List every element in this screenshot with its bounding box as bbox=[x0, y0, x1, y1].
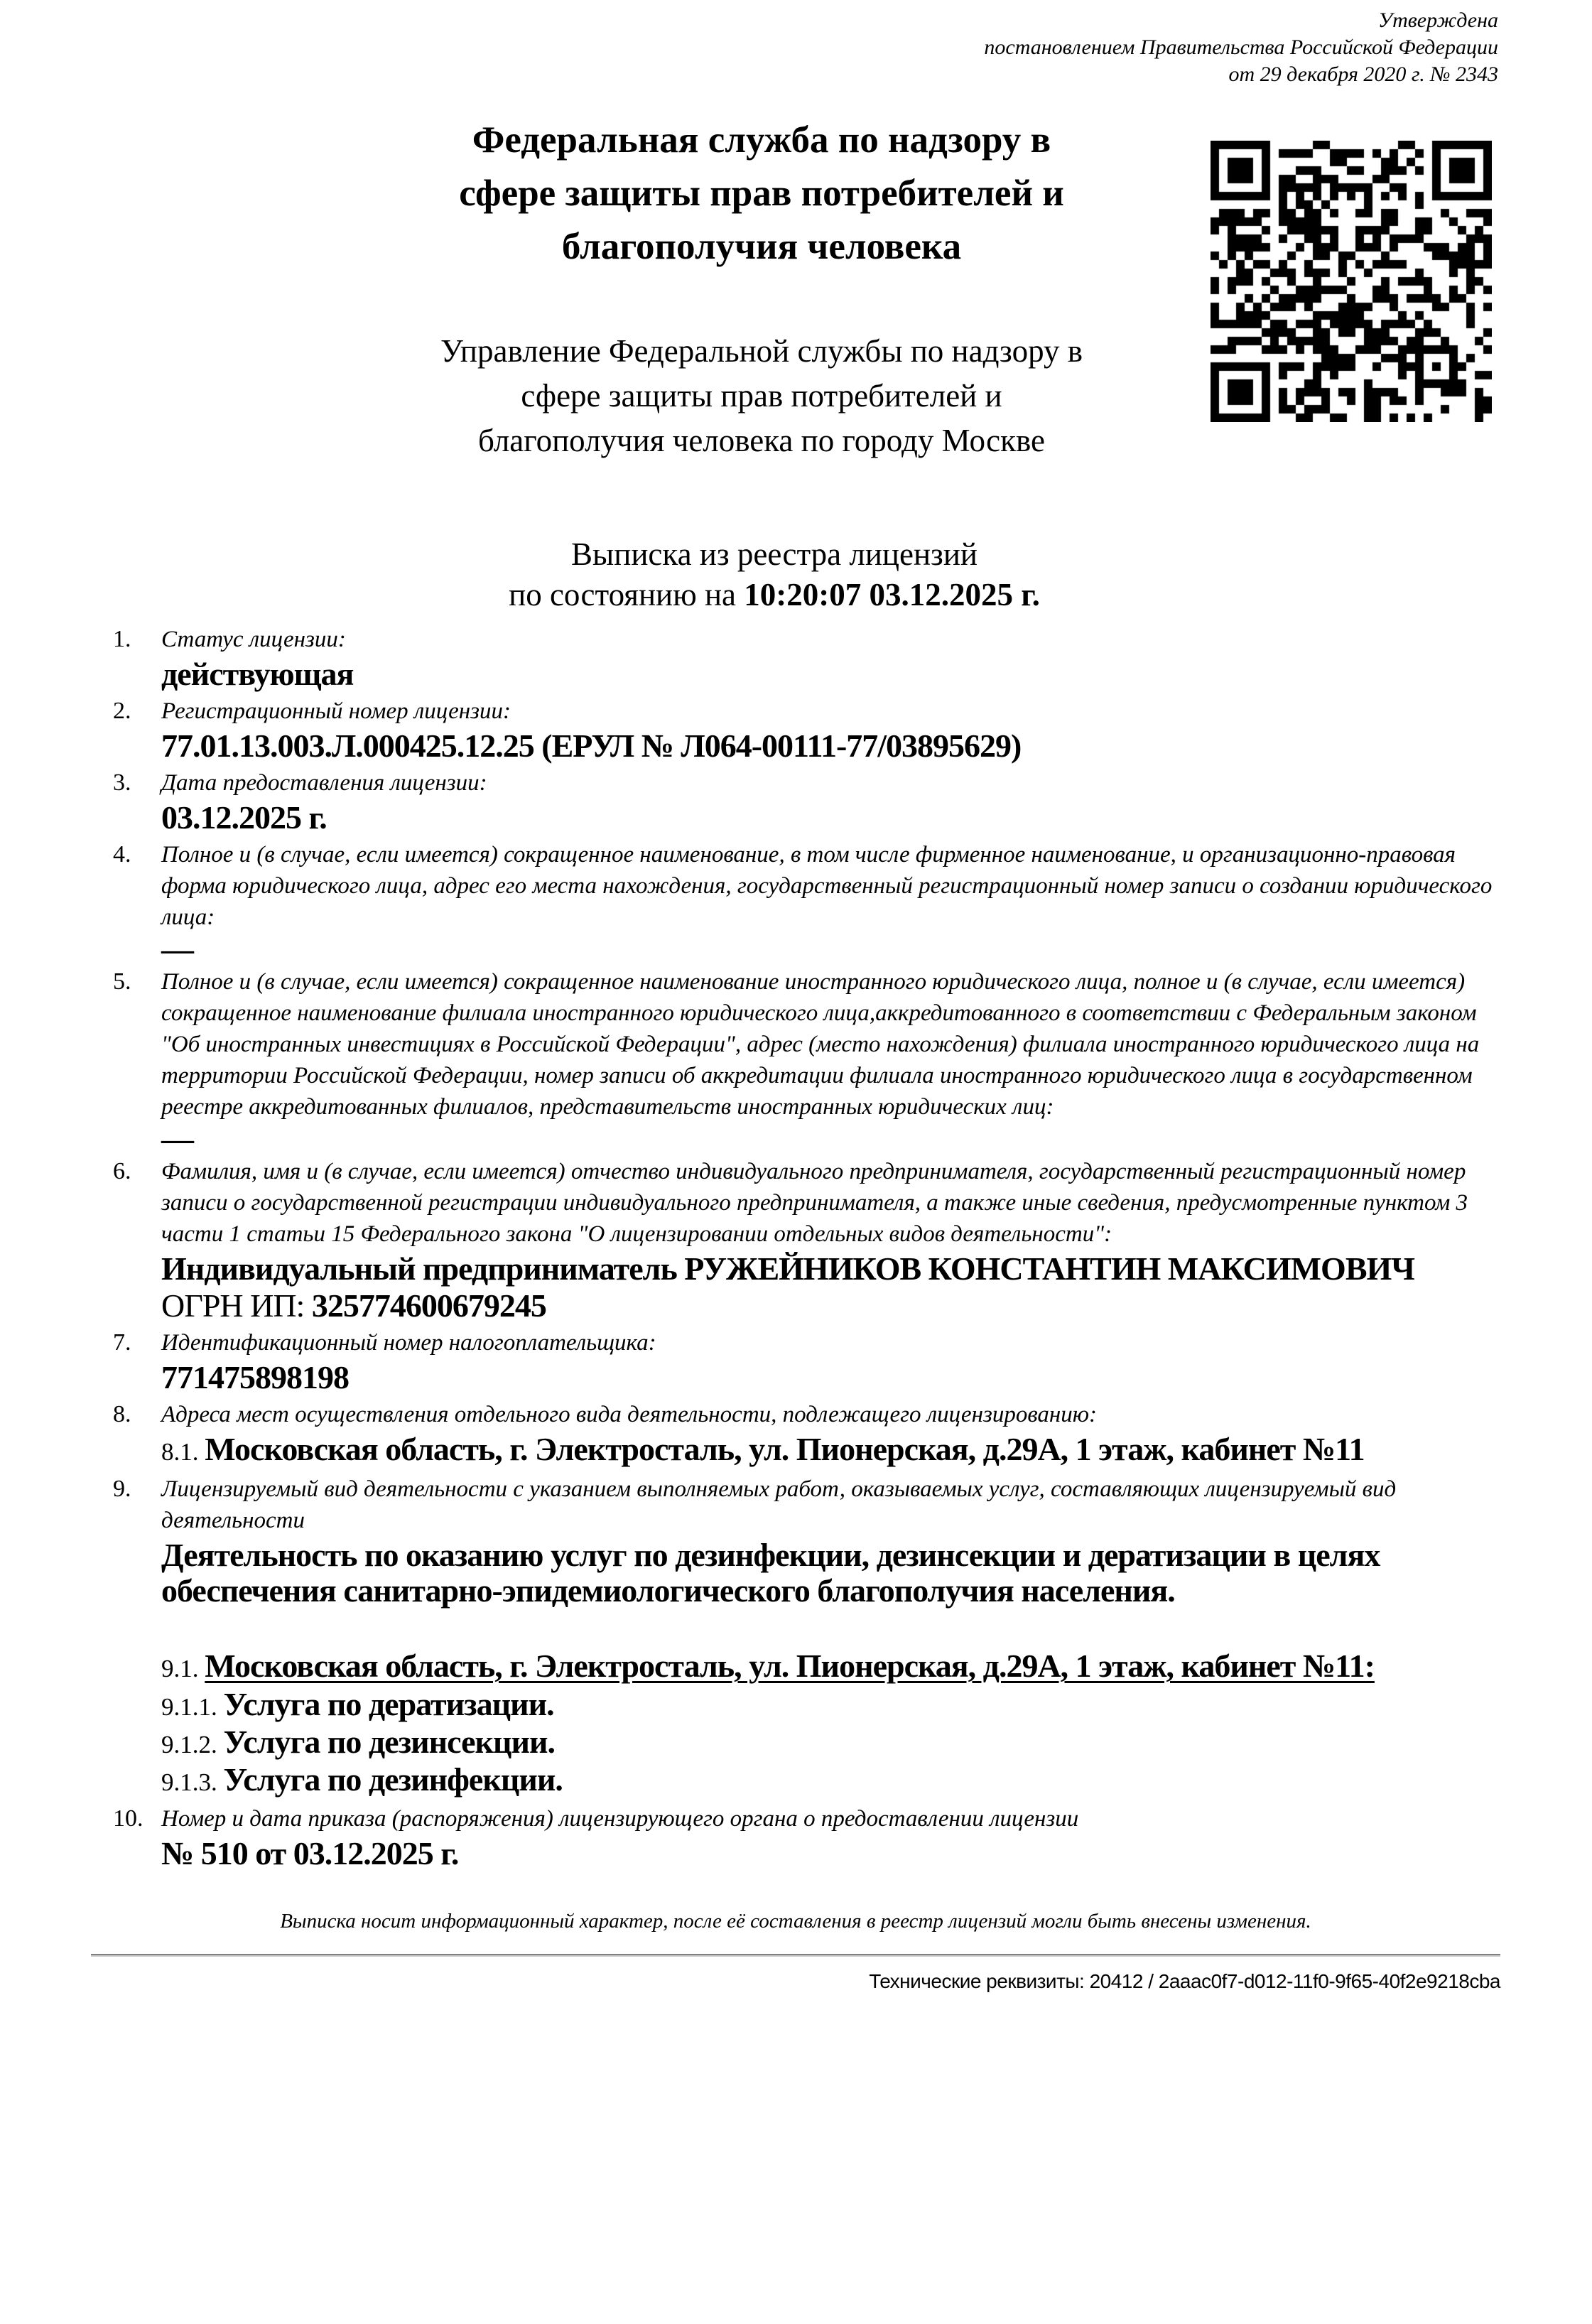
service-line-deratization bbox=[161, 1687, 1500, 1724]
list-item-order bbox=[113, 1803, 1500, 1871]
item-number: 8. bbox=[113, 1401, 131, 1427]
legal-entity-label: Полное и (в случае, если имеется) сокращенное наименование, в том числе фирменное наименование, и организационно-правовая форма юридического лица, адрес его места нахождения, государственный регистрационный номер записи о создании юридического лица: bbox=[161, 842, 1493, 930]
informational-note: Выписка носит информационный характер, после её составления в реестр лицензий могли быть внесены изменения. bbox=[280, 1910, 1311, 1933]
grant-date-value: 03.12.2025 г. bbox=[161, 799, 327, 836]
license-fields-list bbox=[113, 624, 1500, 1871]
status-value: действующая bbox=[161, 656, 354, 692]
ogrn-value: 325774600679245 bbox=[311, 1287, 546, 1324]
activity-address-9-1-number: 9.1. bbox=[161, 1655, 205, 1682]
service-text: Услуга по дезинсекции. bbox=[223, 1724, 556, 1760]
activity-address-9-1-value: Московская область, г. Электросталь, ул. Пионерская, д.29А, 1 этаж, кабинет №11: bbox=[205, 1648, 1375, 1684]
item-number: 10. bbox=[113, 1805, 144, 1832]
list-item-legal-entity bbox=[113, 839, 1500, 967]
address-8-1-line bbox=[161, 1432, 1500, 1470]
footer-separator-line bbox=[91, 1954, 1500, 1957]
department-title-line: благополучия человека по городу Москве bbox=[478, 423, 1045, 458]
foreign-entity-label: Полное и (в случае, если имеется) сокращенное наименование иностранного юридического лица, полное и (в случае, если имеется) сокращенное наименование филиала иностранного юридического лица,аккредитованного в соответствии с Федеральным законом "Об иностранных инвестициях в Российской Федерации", адрес (место нахождения) филиала иностранного юридического лица на территории Российской Федерации, номер записи об аккредитации филиала иностранного юридического лица в государственном реестре аккредитованных филиалов, представительств иностранных юридических лиц: bbox=[161, 969, 1480, 1120]
activity-address-9-1-line bbox=[161, 1648, 1500, 1687]
as-of-datetime: 10:20:07 03.12.2025 г. bbox=[744, 577, 1040, 612]
extract-title-line2 bbox=[92, 575, 1456, 615]
grant-date-label: Дата предоставления лицензии: bbox=[161, 770, 487, 796]
order-label: Номер и дата приказа (распоряжения) лицензирующего органа о предоставлении лицензии bbox=[161, 1806, 1079, 1832]
approval-note bbox=[0, 0, 1498, 88]
as-of-prefix: по состоянию на bbox=[509, 577, 744, 612]
ogrn-label: ОГРН ИП: bbox=[161, 1287, 312, 1324]
service-line-disinfection bbox=[161, 1762, 1500, 1800]
department-title-line: сфере защиты прав потребителей и bbox=[521, 378, 1002, 414]
approval-line: от 29 декабря 2020 г. № 2343 bbox=[1228, 63, 1498, 86]
addresses-label: Адреса мест осуществления отдельного вида деятельности, подлежащего лицензированию: bbox=[161, 1402, 1098, 1427]
agency-title-line: Федеральная служба по надзору в bbox=[472, 119, 1051, 161]
item-number: 4. bbox=[113, 841, 131, 868]
entrepreneur-label: Фамилия, имя и (в случае, если имеется) отчество индивидуального предпринимателя, государственный регистрационный номер записи о государственной регистрации индивидуального предпринимателя, а также иные сведения, предусмотренные пунктом 3 части 1 статьи 15 Федерального закона "О лицензировании отдельных видов деятельности": bbox=[161, 1159, 1468, 1247]
technical-requisites: Технические реквизиты: 20412 / 2aaac0f7-d012-11f0-9f65-40f2e9218cba bbox=[869, 1970, 1500, 1992]
item-number: 2. bbox=[113, 698, 131, 724]
licensed-activity-label: Лицензируемый вид деятельности с указанием выполняемых работ, оказываемых услуг, составляющих лицензируемый вид деятельности bbox=[161, 1476, 1397, 1533]
extract-title bbox=[92, 534, 1456, 615]
service-number: 9.1.3. bbox=[161, 1768, 224, 1796]
service-text: Услуга по дератизации. bbox=[223, 1686, 554, 1722]
entrepreneur-name: Индивидуальный предприниматель РУЖЕЙНИКОВ КОНСТАНТИН МАКСИМОВИЧ bbox=[161, 1250, 1415, 1287]
extract-title-line1: Выписка из реестра лицензий bbox=[571, 536, 978, 572]
inn-value: 771475898198 bbox=[161, 1359, 349, 1395]
inn-label: Идентификационный номер налогоплательщика: bbox=[161, 1330, 656, 1356]
address-8-1-number: 8.1. bbox=[161, 1438, 205, 1466]
status-label: Статус лицензии: bbox=[161, 627, 346, 652]
list-item-foreign-entity bbox=[113, 966, 1500, 1157]
list-item-status bbox=[113, 624, 1500, 692]
licensed-activity-value: Деятельность по оказанию услуг по дезинфекции, дезинсекции и дератизации в целях обеспечения санитарно-эпидемиологического благополучия населения. bbox=[161, 1537, 1380, 1609]
list-item-grant-date bbox=[113, 767, 1500, 836]
foreign-entity-value-empty: — bbox=[161, 1120, 194, 1157]
list-item-addresses bbox=[113, 1399, 1500, 1470]
item-number: 1. bbox=[113, 626, 131, 652]
approval-line: Утверждена bbox=[1377, 9, 1498, 32]
order-value: № 510 от 03.12.2025 г. bbox=[161, 1835, 459, 1871]
list-item-licensed-activity bbox=[113, 1474, 1500, 1800]
legal-entity-value-empty: — bbox=[161, 931, 194, 967]
list-item-reg-number bbox=[113, 696, 1500, 764]
reg-number-value: 77.01.13.003.Л.000425.12.25 (ЕРУЛ № Л064-00111-77/03895629) bbox=[161, 728, 1022, 764]
department-title-line: Управление Федеральной службы по надзору в bbox=[440, 333, 1083, 369]
service-number: 9.1.1. bbox=[161, 1693, 224, 1721]
reg-number-label: Регистрационный номер лицензии: bbox=[161, 698, 511, 724]
entrepreneur-ogrn-line bbox=[161, 1288, 1500, 1324]
item-number: 6. bbox=[113, 1158, 131, 1184]
list-item-entrepreneur bbox=[113, 1156, 1500, 1324]
approval-line: постановлением Правительства Российской Федерации bbox=[984, 36, 1498, 59]
service-text: Услуга по дезинфекции. bbox=[223, 1761, 563, 1798]
qr-code-container bbox=[1211, 141, 1492, 422]
item-number: 5. bbox=[113, 968, 131, 995]
item-number: 7. bbox=[113, 1329, 131, 1356]
address-8-1-value: Московская область, г. Электросталь, ул. Пионерская, д.29А, 1 этаж, кабинет №11 bbox=[205, 1431, 1365, 1467]
agency-title-line: благополучия человека bbox=[561, 226, 962, 267]
item-number: 9. bbox=[113, 1476, 131, 1502]
qr-code bbox=[1211, 141, 1492, 422]
service-number: 9.1.2. bbox=[161, 1731, 224, 1758]
item-number: 3. bbox=[113, 769, 131, 796]
service-line-disinsection bbox=[161, 1724, 1500, 1762]
list-item-inn bbox=[113, 1327, 1500, 1395]
agency-title-line: сфере защиты прав потребителей и bbox=[459, 173, 1064, 214]
